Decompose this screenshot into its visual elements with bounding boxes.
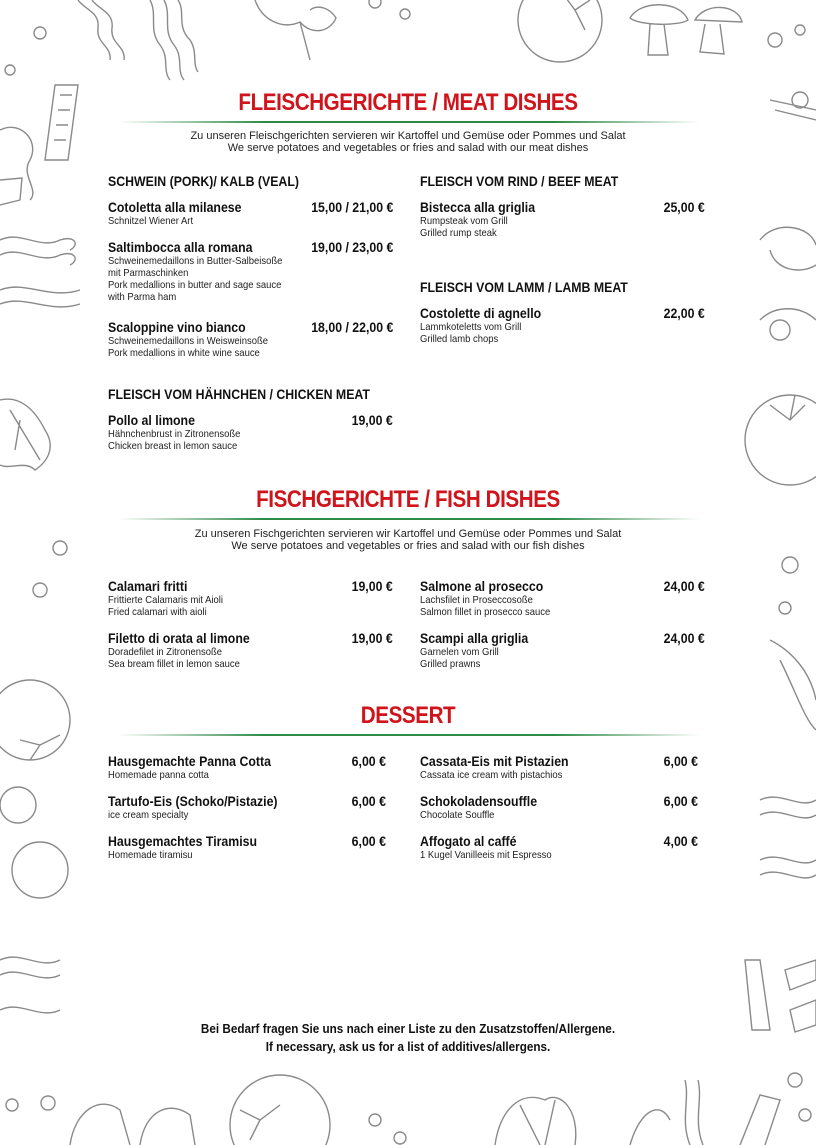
menu-item xyxy=(108,630,393,670)
item-description: Chocolate Souffle xyxy=(420,809,495,821)
item-description: Lammkoteletts vom Grill xyxy=(420,321,522,333)
item-name: Filetto di orata al limone xyxy=(108,630,250,646)
fish-title-rule xyxy=(118,518,700,520)
item-price: 24,00 € xyxy=(663,578,705,594)
lamb-heading: FLEISCH VOM LAMM / LAMB MEAT xyxy=(420,279,628,295)
item-name: Pollo al limone xyxy=(108,412,195,428)
menu-item xyxy=(108,578,393,618)
allergen-note-en: If necessary, ask us for a list of additives/allergens. xyxy=(265,1039,551,1054)
item-description: Doradefilet in Zitronensoße xyxy=(108,646,222,658)
item-price: 6,00 € xyxy=(663,793,698,809)
item-price: 19,00 € xyxy=(351,578,393,594)
item-price: 6,00 € xyxy=(351,833,386,849)
item-name: Hausgemachte Panna Cotta xyxy=(108,753,271,769)
item-description: Chicken breast in lemon sauce xyxy=(108,440,238,452)
item-description: Grilled prawns xyxy=(420,658,481,670)
menu-item xyxy=(420,630,705,670)
fish-section-title: FISCHGERICHTE / FISH DISHES xyxy=(256,486,560,513)
item-description: with Parma ham xyxy=(108,291,177,303)
menu-item xyxy=(108,319,393,359)
item-description: Schnitzel Wiener Art xyxy=(108,215,194,227)
meat-intro xyxy=(0,130,816,154)
meat-title-rule xyxy=(118,121,700,123)
item-price: 19,00 / 23,00 € xyxy=(310,239,393,255)
menu-item xyxy=(108,412,393,452)
meat-intro-en: We serve potatoes and vegetables or fries and salad with our meat dishes xyxy=(227,142,589,154)
item-description: Homemade panna cotta xyxy=(108,769,209,781)
item-description: Lachsfilet in Proseccosoße xyxy=(420,594,533,606)
item-description: Schweinemedaillons in Weisweinsoße xyxy=(108,335,269,347)
item-price: 25,00 € xyxy=(663,199,705,215)
item-price: 18,00 / 22,00 € xyxy=(310,319,393,335)
item-description: Hähnchenbrust in Zitronensoße xyxy=(108,428,241,440)
pork-veal-heading: SCHWEIN (PORK)/ KALB (VEAL) xyxy=(108,173,299,189)
item-price: 15,00 / 21,00 € xyxy=(310,199,393,215)
item-name: Schokoladensouffle xyxy=(420,793,538,809)
item-description: mit Parmaschinken xyxy=(108,267,189,279)
menu-item xyxy=(420,578,705,618)
menu-item xyxy=(108,239,393,303)
item-name: Cotoletta alla milanese xyxy=(108,199,242,215)
item-name: Bistecca alla griglia xyxy=(420,199,536,215)
item-description: Cassata ice cream with pistachios xyxy=(420,769,563,781)
item-description: Fried calamari with aioli xyxy=(108,606,207,618)
item-description: Pork medallions in white wine sauce xyxy=(108,347,260,359)
item-description: Rumpsteak vom Grill xyxy=(420,215,508,227)
fish-intro-de: Zu unseren Fischgerichten servieren wir Kartoffel und Gemüse oder Pommes und Salat xyxy=(194,528,622,540)
item-price: 4,00 € xyxy=(663,833,698,849)
item-description: Grilled rump steak xyxy=(420,227,497,239)
item-description: Salmon fillet in prosecco sauce xyxy=(420,606,551,618)
menu-item xyxy=(108,793,386,821)
item-description: Schweinemedaillons in Butter-Salbeisoße xyxy=(108,255,283,267)
item-name: Cassata-Eis mit Pistazien xyxy=(420,753,569,769)
item-price: 22,00 € xyxy=(663,305,705,321)
item-description: ice cream specialty xyxy=(108,809,189,821)
meat-section-title: FLEISCHGERICHTE / MEAT DISHES xyxy=(238,89,578,116)
meat-intro-de: Zu unseren Fleischgerichten servieren wir Kartoffel und Gemüse oder Pommes und Salat xyxy=(190,130,626,142)
menu-item xyxy=(108,833,386,861)
item-description: 1 Kugel Vanilleeis mit Espresso xyxy=(420,849,552,861)
item-price: 19,00 € xyxy=(351,630,393,646)
item-name: Scampi alla griglia xyxy=(420,630,529,646)
item-price: 6,00 € xyxy=(663,753,698,769)
item-description: Frittierte Calamaris mit Aioli xyxy=(108,594,224,606)
menu-item xyxy=(420,199,705,239)
item-description: Homemade tiramisu xyxy=(108,849,193,861)
item-name: Calamari fritti xyxy=(108,578,188,594)
menu-item xyxy=(108,199,393,227)
item-price: 6,00 € xyxy=(351,793,386,809)
fish-intro-en: We serve potatoes and vegetables or fries and salad with our fish dishes xyxy=(231,540,585,552)
allergen-note-de: Bei Bedarf fragen Sie uns nach einer Liste zu den Zusatzstoffen/Allergene. xyxy=(200,1021,616,1036)
dessert-section-title: DESSERT xyxy=(360,702,456,729)
item-description: Grilled lamb chops xyxy=(420,333,499,345)
beef-heading: FLEISCH VOM RIND / BEEF MEAT xyxy=(420,173,619,189)
item-description: Garnelen vom Grill xyxy=(420,646,499,658)
menu-item xyxy=(420,793,698,821)
item-name: Salmone al prosecco xyxy=(420,578,544,594)
item-price: 19,00 € xyxy=(351,412,393,428)
item-description: Pork medallions in butter and sage sauce xyxy=(108,279,282,291)
item-name: Hausgemachtes Tiramisu xyxy=(108,833,258,849)
item-name: Saltimbocca alla romana xyxy=(108,239,253,255)
menu-item xyxy=(420,305,705,345)
fish-intro xyxy=(0,528,816,552)
menu-item xyxy=(420,833,698,861)
item-name: Affogato al caffé xyxy=(420,833,517,849)
item-name: Costolette di agnello xyxy=(420,305,542,321)
item-price: 6,00 € xyxy=(351,753,386,769)
menu-item xyxy=(108,753,386,781)
item-name: Tartufo-Eis (Schoko/Pistazie) xyxy=(108,793,278,809)
dessert-title-rule xyxy=(118,734,700,736)
menu-item xyxy=(420,753,698,781)
item-price: 24,00 € xyxy=(663,630,705,646)
item-name: Scaloppine vino bianco xyxy=(108,319,246,335)
item-description: Sea bream fillet in lemon sauce xyxy=(108,658,240,670)
allergen-note xyxy=(0,1020,816,1056)
chicken-heading: FLEISCH VOM HÄHNCHEN / CHICKEN MEAT xyxy=(108,386,370,402)
